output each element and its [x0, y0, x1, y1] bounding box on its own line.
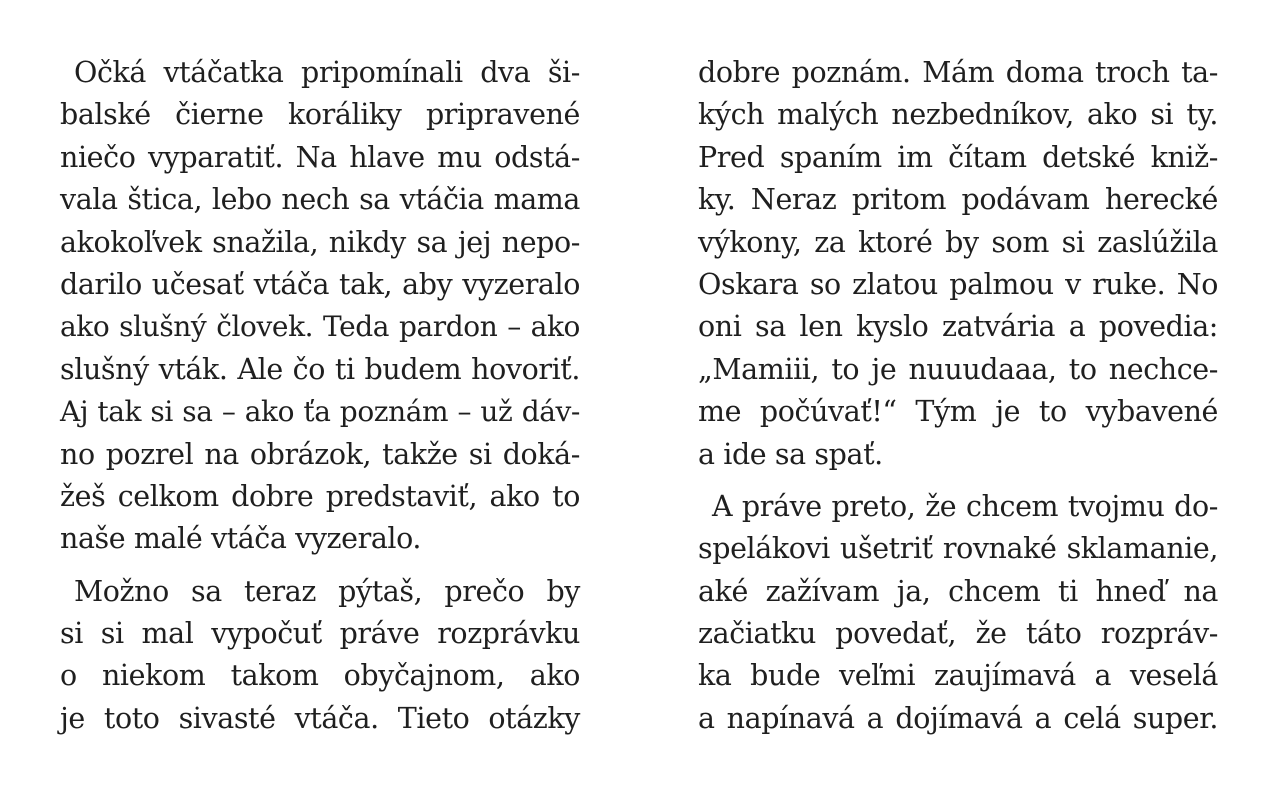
text-line: žeš celkom dobre predstaviť, ako to — [60, 479, 580, 513]
text-line: oni sa len kyslo zatvária a povedia: — [698, 310, 1218, 344]
paragraph — [60, 571, 580, 741]
text-line: začiatku povedať, že táto rozpráv- — [698, 617, 1218, 651]
text-line: naše malé vtáča vyzeralo. — [60, 522, 422, 556]
paragraph — [60, 52, 580, 561]
text-line: ako slušný človek. Teda pardon – ako — [60, 310, 580, 344]
text-line: kých malých nezbedníkov, ako si ty. — [698, 98, 1218, 132]
text-line: Možno sa teraz pýtaš, prečo by — [74, 574, 580, 608]
text-line: výkony, za ktoré by som si zaslúžila — [698, 225, 1218, 259]
text-line: Pred spaním im čítam detské kniž- — [698, 140, 1218, 174]
paragraph-gap — [698, 476, 1218, 486]
paragraph — [698, 52, 1218, 476]
text-line: o niekom takom obyčajnom, ako — [60, 659, 580, 693]
text-line: dobre poznám. Mám doma troch ta- — [698, 56, 1218, 89]
text-line: si si mal vypočuť práve rozprávku — [60, 617, 580, 651]
right-page — [698, 52, 1218, 740]
text-line: slušný vták. Ale čo ti budem hovoriť. — [60, 352, 580, 386]
text-line: je toto sivasté vtáča. Tieto otázky — [60, 701, 580, 735]
text-line: akokoľvek snažila, nikdy sa jej nepo- — [60, 225, 580, 259]
text-line: Aj tak si sa – ako ťa poznám – už dáv- — [60, 395, 580, 429]
text-line: Očká vtáčatka pripomínali dva ši- — [74, 56, 580, 89]
left-page — [60, 52, 580, 740]
text-line: me počúvať!“ Tým je to vybavené — [698, 395, 1218, 429]
paragraph — [698, 486, 1218, 740]
text-line: a napínavá a dojímavá a celá super. — [698, 701, 1218, 735]
text-line: balské čierne koráliky pripravené — [60, 98, 580, 132]
paragraph-gap — [60, 561, 580, 571]
text-line: vala štica, lebo nech sa vtáčia mama — [60, 183, 580, 217]
text-line: ky. Neraz pritom podávam herecké — [698, 183, 1218, 217]
text-line: spelákovi ušetriť rovnaké sklamanie, — [698, 532, 1218, 566]
text-line: A práve preto, že chcem tvojmu do- — [712, 489, 1218, 523]
text-line: no pozrel na obrázok, takže si doká- — [60, 437, 580, 471]
text-line: darilo učesať vtáča tak, aby vyzeralo — [60, 267, 580, 301]
text-line: Oskara so zlatou palmou v ruke. No — [698, 267, 1218, 301]
text-line: ka bude veľmi zaujímavá a veselá — [698, 659, 1218, 693]
text-line: „Mamiii, to je nuuudaaa, to nechce- — [698, 352, 1218, 386]
text-line: aké zažívam ja, chcem ti hneď na — [698, 574, 1218, 608]
text-line: niečo vyparatiť. Na hlave mu odstá- — [60, 140, 580, 174]
text-line: a ide sa spať. — [698, 437, 883, 471]
